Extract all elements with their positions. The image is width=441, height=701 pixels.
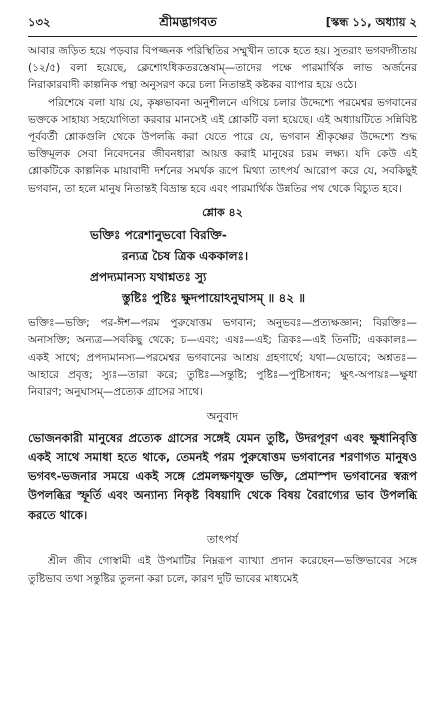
page-header [28, 0, 417, 34]
book-title: শ্রীমদ্ভাগবত [159, 14, 217, 29]
purport-heading: তাৎপর্য [206, 532, 239, 546]
verse-line-1: ভক্তিঃ পরেশানুভবো বিরক্তি- [90, 227, 227, 242]
verse-line-2: রন্যত্র চৈষ ত্রিক এককালঃ। [122, 248, 249, 263]
body-paragraph-1: আবার জড়িত হয়ে পড়বার বিপজ্জনক পরিস্থিতির সম্মুখীন তাকে হতে হয়। সুতরাং ভগবদ্গীতায় (১২/৫) বলা হয়েছে, ক্লেশোঽধিকতরস্তেষাম্—তাদের পক্ষে পারমার্থিক লাভ অর্জনের নিরাকারবাদী কাল্পনিক পন্থা অনুসরণ করে চলা নিতান্তই কষ্টকর ব্যাপার হয়ে ওঠে। [28, 45, 417, 92]
verse-line-4: স্তুষ্টিঃ পুষ্টিঃ ক্ষুদপায়োঽনুঘাসম্ ॥ ৪২ ॥ [122, 290, 306, 305]
translation-text: ভোজনকারী মানুষের প্রত্যেক গ্রাসের সঙ্গেই যেমন তুষ্টি, উদরপূরণ এবং ক্ষুধানিবৃত্তি একই সাথে সমাধা হতে থাকে, তেমনই পরম পুরুষোত্তম ভগবানের শরণাগত মানুষও ভগবৎ-ভজনার সময়ে একই সঙ্গে প্রেমলক্ষণযুক্ত ভক্তি, প্রেমাস্পদ ভগবানের স্বরূপ উপলব্ধির স্ফূর্তি এবং অন্যান্য নিকৃষ্ট বিষয়াদি থেকে বিষয় বৈরাগ্যের ভাব উপলব্ধি করতে থাকে। [28, 430, 417, 522]
verse-heading: শ্লোক ৪২ [202, 205, 243, 219]
page-number: ১৩২ [28, 15, 51, 29]
verse-block [28, 225, 417, 309]
translation-heading: অনুবাদ [206, 409, 239, 423]
header-rule [28, 36, 417, 37]
verse-line-3: প্রপদ্যমানস্য যথাশ্নতঃ স্যু [90, 269, 207, 284]
body-paragraph-2: পরিশেষে বলা যায় যে, কৃষ্ণভাবনা অনুশীলনে এগিয়ে চলার উদ্দেশ্যে পরমেশ্বর ভগবানের ভক্তকে সাহায্য সহযোগিতা করবার মানসেই এই শ্লোকটি বলা হয়েছে। এই অধ্যায়টিতে সন্নিবিষ্ট পূর্ববর্তী শ্লোকগুলি থেকে উপলব্ধি করা যেতে পারে যে, ভগবান শ্রীকৃষ্ণের উদ্দেশ্যে শুদ্ধ ভক্তিমূলক সেবা নিবেদনের জীবনধারা আয়ত্ত করাই মানুষের চরম লক্ষ্য। যদি কেউ এই শ্লোকটিকে কাল্পনিক মায়াবাদী দর্শনের সমর্থক রূপে মিথ্যা তাৎপর্য আরোপ করে যে, সবকিছুই ভগবান, তা হলে মানুষ নিতান্তই বিভ্রান্ত হবে এবং পারমার্থিক উন্নতির পথ থেকে বিচ্যুত হবে। [28, 96, 417, 195]
chapter-reference: [স্কন্ধ ১১, অধ্যায় ২ [325, 15, 417, 29]
purport-text: শ্রীল জীব গোস্বামী এই উপমাটির নিম্নরূপ ব্যাখ্যা প্রদান করেছেন—ভক্তিভাবের সঙ্গে তুষ্টিভাব তথা সন্তুষ্টির তুলনা করা চলে, কারণ দুটি ভাবের মাধ্যমেই [28, 554, 417, 585]
word-synonyms: ভক্তিঃ—ভক্তি; পর-ঈশ—পরম পুরুষোত্তম ভগবান; অনুভবঃ—প্রত্যক্ষজ্ঞান; বিরক্তিঃ—অনাসক্তি; অন্যত্র—সবকিছু থেকে; চ—এবং; এষঃ—এই; ত্রিকঃ—এই তিনটি; এককালঃ—একই সাথে; প্রপদ্যমানস্য—পরমেশ্বর ভগবানের আশ্রয় গ্রহণার্থে; যথা—যেভাবে; অশ্নতঃ—আহারে প্রবৃত্ত; স্যুঃ—তারা করে; তুষ্টিঃ—সন্তুষ্টি; পুষ্টিঃ—পুষ্টিসাধন; ক্ষুৎ-অপায়ঃ—ক্ষুধা নিবারণ; অনুঘাসম্—প্রত্যেক গ্রাসের সাথে। [28, 316, 417, 399]
